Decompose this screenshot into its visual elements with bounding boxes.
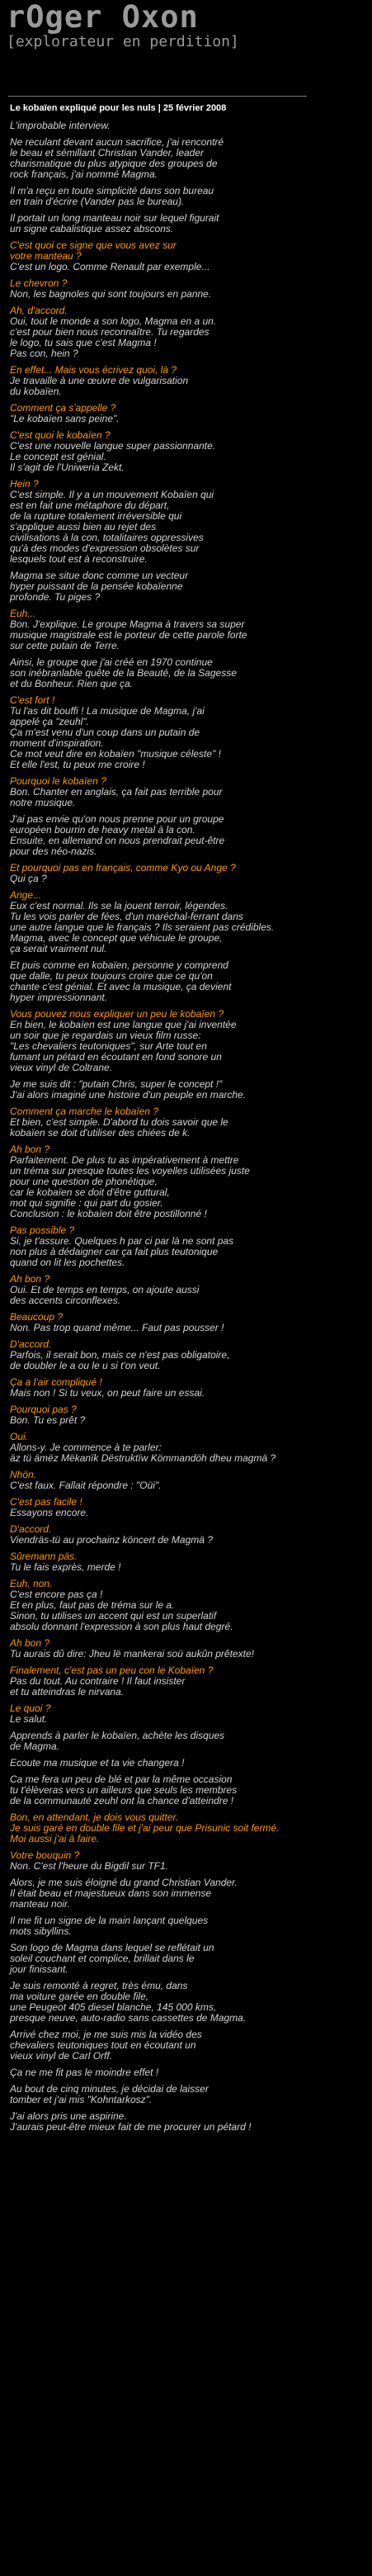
interview-answer: Apprends à parler le kobaïen, achète les disques de Magma.: [10, 1730, 225, 1752]
interview-paragraph: [10, 1878, 365, 1910]
interview-answer: Ça ne me fit pas le moindre effet !: [10, 2067, 159, 2078]
interview-paragraph: [10, 1774, 365, 1807]
interviewer-question: D'accord.: [10, 1523, 52, 1535]
interview-answer: L'improbable interview.: [10, 120, 111, 131]
interviewer-question: Ah bon ?: [10, 1144, 50, 1155]
interview-answer: En bien, le kobaïen est une langue que j'ai inventée un soir que je regardais un vieux film russe: "Les chevaliers teutoniques", sur Arte tout en fumant un pétard en écoutant en fond sonore un vieux vinyl de Coltrane.: [10, 1019, 237, 1073]
interview-answer: Qui ça ?: [10, 873, 47, 884]
interview-answer: Non. Pas trop quand même... Faut pas pousser !: [10, 1322, 224, 1333]
interviewer-question: Euh...: [10, 608, 36, 619]
interviewer-question: C'est fort !: [10, 694, 55, 706]
interview-paragraph: [10, 186, 365, 207]
interview-answer: Le salut.: [10, 1713, 48, 1725]
interview-paragraph: [10, 1551, 365, 1573]
interviewer-question: Ah bon ?: [10, 1637, 50, 1649]
interviewer-question: En effet... Mais vous écrivez quoi, là ?: [10, 364, 177, 376]
interview-paragraph: [10, 1665, 365, 1698]
interview-answer: Essayons encore.: [10, 1507, 89, 1518]
interview-paragraph: [10, 1079, 365, 1101]
interview-answer: Bon. Chanter en anglais, ça fait pas terrible pour notre musique.: [10, 786, 223, 808]
interview-answer: "Le kobaïen sans peine".: [10, 413, 120, 424]
interview-paragraph: [10, 430, 365, 473]
interviewer-question: Ah, d'accord.: [10, 305, 68, 316]
interviewer-question: C'est pas facile !: [10, 1496, 82, 1508]
interview-answer: Ca me fera un peu de blé et par la même occasion tu t'élèveras vers un ailleurs que seuls les membres de la communauté zeuhl ont la chance d'atteindre !: [10, 1773, 238, 1807]
interviewer-question: Euh, non.: [10, 1578, 53, 1589]
interviewer-question: D'accord.: [10, 1338, 52, 1350]
interviewer-question: Bon, en attendant, je dois vous quitter. Je suis garé en double file et j'ai peur que Prisunic soit fermé. Moi aussi j'ai à faire.: [10, 1811, 280, 1844]
interviewer-question: Vous pouvez nous expliquer un peu le kobaïen ?: [10, 1008, 224, 1020]
interview-paragraph: [10, 1106, 365, 1139]
interviewer-question: Pourquoi le kobaïen ?: [10, 775, 106, 787]
interview-answer: Ecoute ma musique et ta vie changera !: [10, 1757, 185, 1769]
interview-answer: Je travaille à une œuvre de vulgarisation du kobaïen.: [10, 375, 189, 397]
interviewer-question: Ah bon ?: [10, 1273, 50, 1285]
interview-answer: Tu l'as dit bouffi ! La musique de Magma, j'ai appelé ça "zeuhl". Ça m'est venu d'un coup dans un putain de moment d'inspiration. Ce mot veut dire en kobaïen "musique céleste" ! Et elle l'est, tu peux me croire !: [10, 705, 221, 770]
interview-paragraph: [10, 863, 365, 884]
interview-paragraph: [10, 365, 365, 397]
interviewer-question: Le quoi ?: [10, 1702, 51, 1714]
interview-answer: C'est encore pas ça ! Et en plus, faut pas de tréma sur le a. Sinon, tu utilises un accent qui est un superlatif absolu donnant l'expression à son plus haut degré.: [10, 1589, 233, 1632]
interview-paragraph: [10, 1943, 365, 1975]
interview-answer: Magma se situe donc comme un vecteur hyper puissant de la pensée kobaïenne profonde. Tu piges ?: [10, 570, 189, 603]
interview-paragraph: [10, 1915, 365, 1937]
interview-answer: Ne reculant devant aucun sacrifice, j'ai rencontré le beau et sémillant Christian Vander, leader charismatique du plus atypique des groupes de rock français, j'ai nommé Magma.: [10, 136, 224, 180]
interview-answer: Son logo de Magma dans lequel se reflétait un soleil couchant et complice, brillait dans le jour finissant.: [10, 1942, 214, 1975]
interview-answer: Parfaitement. De plus tu as impérativement à mettre un tréma sur presque toutes les voyelles utilisées juste pour une question de phonétique, car le kobaïen se doit d'être guttural, mot qui signifie : qui part du gosier. Conclusion : le kobaïen doit être postillonné !: [10, 1154, 250, 1219]
interview-paragraph: [10, 657, 365, 689]
header-divider: [8, 96, 307, 97]
interviewer-question: Pas possible ?: [10, 1224, 75, 1236]
interviewer-question: Votre bouquin ?: [10, 1849, 80, 1861]
interviewer-question: C'est quoi ce signe que vous avez sur votre manteau ?: [10, 239, 177, 262]
interviewer-question: Oui.: [10, 1431, 29, 1442]
interview-paragraph: [10, 479, 365, 565]
masthead: [7, 2, 370, 51]
interview-answer: Pas du tout. Au contraire ! Il faut insister et tu atteindras le nirvana.: [10, 1675, 186, 1698]
interview-paragraph: [10, 1703, 365, 1725]
interview-paragraph: [10, 1850, 365, 1872]
interviewer-question: C'est quoi le kobaïen ?: [10, 429, 111, 441]
interview-answer: C'est simple. Il y a un mouvement Kobaïen qui est en fait une métaphore du départ, de la rupture totalement irréversible qui s'applique aussi bien au rejet des civilisations à la con, totalitaires oppressives qu'à des modes d'expression obsolètes sur lesquels tout est à reconstruire.: [10, 489, 214, 565]
interview-paragraph: [10, 1524, 365, 1546]
interview-paragraph: [10, 403, 365, 424]
interview-answer: Non. C'est l'heure du Bigdil sur TF1.: [10, 1860, 168, 1872]
interview-answer: C'est un logo. Comme Renault par exemple...: [10, 261, 210, 272]
interview-paragraph: [10, 814, 365, 857]
interview-paragraph: [10, 1470, 365, 1491]
interview-paragraph: [10, 1339, 365, 1371]
interview-answer: Non, les bagnoles qui sont toujours en panne.: [10, 288, 212, 300]
interview-answer: C'est faux. Fallait répondre : "Oüi".: [10, 1480, 162, 1491]
interview-paragraph: [10, 137, 365, 180]
interviewer-question: Pourquoi pas ?: [10, 1404, 77, 1415]
interview-paragraph: [10, 1009, 365, 1073]
interview-paragraph: [10, 608, 365, 651]
interview-paragraph: [10, 1758, 365, 1769]
interview-paragraph: [10, 1731, 365, 1752]
interview-answer: Alors, je me suis éloigné du grand Christian Vander. Il était beau et majestueux dans son immense manteau noir.: [10, 1877, 238, 1910]
interview-paragraph: [10, 1638, 365, 1660]
interview-answer: Il m'a reçu en toute simplicité dans son bureau en train d'écrire (Vander pas le bureau).: [10, 185, 214, 207]
interview-answer: Tu le fais exprès, merde !: [10, 1561, 121, 1573]
interview-answer: Ainsi, le groupe que j'ai créé en 1970 continue son inébranlable quête de la Beauté, de la Sagesse et du Bonheur. Rien que ça.: [10, 656, 237, 689]
interview-answer: Il portait un long manteau noir sur lequel figurait un signe cabalistique assez abscons.: [10, 212, 219, 234]
interview-paragraph: [10, 2029, 365, 2062]
interview-answer: Bon. Tu es prêt ?: [10, 1414, 86, 1426]
interview-paragraph: [10, 278, 365, 300]
interviewer-question: Comment ça marche le kobaïen ?: [10, 1106, 159, 1117]
interview-paragraph: [10, 240, 365, 272]
interview-answer: Oui. Et de temps en temps, on ajoute aussi des accents circonflexes.: [10, 1284, 200, 1306]
interview-answer: Bon. J'explique. Le groupe Magma à travers sa super musique magistrale est le porteur de cette parole forte sur cette putain de Terre.: [10, 618, 247, 651]
interview-paragraph: [10, 1497, 365, 1518]
interviewer-question: Sûremann päs.: [10, 1551, 78, 1562]
interviewer-question: Finalement, c'est pas un peu con le Kobaïen ?: [10, 1664, 214, 1676]
interview-answer: Et bien, c'est simple. D'abord tu dois savoir que le kobaïen se doit d'utiliser des chiées de k.: [10, 1116, 228, 1139]
interview-answer: Viendräs-tü au prochainz köncert de Magmä ?: [10, 1534, 213, 1546]
post-title[interactable]: Le kobaïen expliqué pour les nuls | 25 février 2008: [10, 103, 227, 113]
interview-answer: Allons-y. Je commence à te parler: äz tü ämëz Mëkanïk Dëstruktïw Kömmandöh dheu magmä ?: [10, 1442, 276, 1464]
blog-post: [10, 102, 365, 2138]
interview-paragraph: [10, 2067, 365, 2078]
interview-answer: Mais non ! Si tu veux, on peut faire un essai.: [10, 1387, 205, 1399]
interview-paragraph: [10, 1312, 365, 1333]
interview-paragraph: [10, 213, 365, 234]
interview-answer: Oui, tout le monde a son logo, Magma en a un. c'est pour bien nous reconnaître. Tu regardes le logo, tu sais que c'est Magma ! Pas con, hein ?: [10, 315, 217, 359]
interview-paragraph: [10, 1812, 365, 1844]
interview-paragraph: [10, 1225, 365, 1268]
site-subtitle: [explorateur en perdition]: [7, 33, 239, 50]
interview-paragraph: [10, 776, 365, 808]
interview-paragraph: [10, 890, 365, 954]
interview-paragraph: [10, 960, 365, 1003]
interviewer-question: Beaucoup ?: [10, 1311, 64, 1323]
interview-paragraph: [10, 2084, 365, 2105]
interview-answer: Eux c'est normal. Ils se la jouent terroir, légendes. Tu les vois parler de fées, d'un maréchal-ferrant dans une autre langue que le français ? Ils seraient pas crédibles. Magma, avec le concept que véhicule le groupe, ça serait vraiment nul.: [10, 900, 275, 954]
interview-answer: Et puis comme en kobaïen, personne y comprend que dalle, tu peux toujours croire que ce qu'on chante c'est génial. Et avec la musique, ça devient hyper impressionnant.: [10, 959, 232, 1003]
interview-answer: J'ai pas envie qu'on nous prenne pour un groupe européen bourrin de heavy metal à la con. Ensuite, en allemand on nous prendrait peut-être pour des néo-nazis.: [10, 813, 225, 857]
interview-paragraph: [10, 695, 365, 770]
interview-answer: Arrivé chez moi, je me suis mis la vidéo des chevaliers teutoniques tout en écoutant un vieux vinyl de Carl Orff.: [10, 2029, 202, 2062]
interviewer-question: Le chevron ?: [10, 277, 68, 289]
interviewer-question: Hein ?: [10, 478, 39, 490]
interviewer-question: Et pourquoi pas en français, comme Kyo ou Ange ?: [10, 862, 236, 874]
interview-paragraph: [10, 1274, 365, 1306]
interviewer-question: Ange...: [10, 889, 42, 901]
interview-answer: Il me fit un signe de la main lançant quelques mots sibyllins.: [10, 1915, 209, 1937]
interview-paragraph: [10, 1377, 365, 1399]
interview-paragraph: [10, 571, 365, 603]
interview-paragraph: [10, 1579, 365, 1632]
interviewer-question: Ça a l'air compliqué !: [10, 1376, 102, 1388]
interviewer-question: Nhön.: [10, 1469, 37, 1480]
interview-answer: Si, je t'assure. Quelques h par ci par là ne sont pas non plus à dédaigner car ça fait plus teutonique quand on lit les pochettes.: [10, 1235, 234, 1268]
interview-answer: Je suis remonté à regret, très ému, dans ma voiture garée en double file, une Peugeot 405 diesel blanche, 145 000 kms, presque neuve, auto-radio sans cassettes de Magma.: [10, 1980, 247, 2024]
interview-paragraph: [10, 1981, 365, 2024]
interview-answer: C'est une nouvelle langue super passionnante. Le concept est génial. Il s'agit de l'Uniweria Zekt.: [10, 440, 216, 473]
interview-paragraph: [10, 1144, 365, 1219]
interview-answer: Parfois, il serait bon, mais ce n'est pas obligatoire, de doubler le a ou le u si t'on veut.: [10, 1349, 230, 1371]
interview-paragraph: [10, 1432, 365, 1464]
site-title[interactable]: rOger Oxon: [7, 0, 199, 35]
interview-paragraph: [10, 121, 365, 131]
post-body: [10, 121, 365, 2133]
interview-paragraph: [10, 2111, 365, 2133]
interview-answer: J'ai alors pris une aspirine. J'aurais peut-être mieux fait de me procurer un pétard !: [10, 2110, 252, 2133]
interview-answer: Au bout de cinq minutes, je décidai de laisser tomber et j'ai mis "Kohntarkosz".: [10, 2083, 209, 2105]
interview-answer: Je me suis dit : "putain Chris, super le concept !" J'ai alors imaginé une histoire d'un peuple en marche.: [10, 1078, 247, 1101]
interview-answer: Tu aurais dû dire: Jheu lë mankerai soü aukûn prêtexte!: [10, 1648, 254, 1660]
interviewer-question: Comment ça s'appelle ?: [10, 402, 116, 414]
interview-paragraph: [10, 305, 365, 359]
interview-paragraph: [10, 1404, 365, 1426]
